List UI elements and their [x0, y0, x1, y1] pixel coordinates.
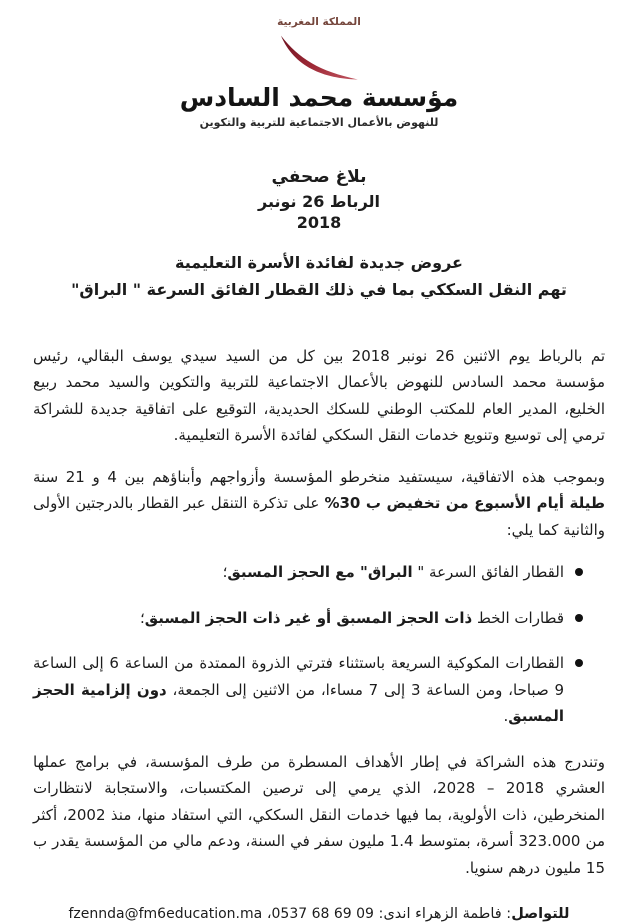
- list-item-line-trains: [33, 605, 583, 632]
- paragraph-discount-bold: طيلة أيام الأسبوع من تخفيض ب 30%: [324, 494, 605, 513]
- contact-separator: ،: [262, 906, 272, 922]
- bullet3-text: القطارات المكوكية السريعة باستثناء فترتي الذروة الممتدة من الساعة 6 إلى الساعة 9 صباحا، ومن الساعة 3 إلى 7 مساءا، من الاثنين إلى الجمعة،: [33, 654, 565, 699]
- letterhead: [33, 16, 605, 129]
- subject-line-1: عروض جديدة لفائدة الأسرة التعليمية: [175, 252, 463, 272]
- foundation-logo-swoosh-icon: [277, 34, 361, 82]
- bullet3-tail: .: [503, 707, 509, 726]
- list-item-shuttle-trains: [33, 650, 583, 730]
- paragraph-discount-tail: على تذكرة التنقل عبر القطار بالدرجتين الأولى والثانية كما يلي:: [33, 494, 605, 539]
- list-item-alboraq-train: [33, 559, 583, 586]
- contact-email: fzennda@fm6education.ma: [68, 906, 263, 922]
- bullet-icon: [575, 614, 583, 622]
- paragraph-signing-text: تم بالرباط يوم الاثنين 26 نونبر 2018 بين كل من السيد سيدي يوسف البقالي، رئيس مؤسسة محمد السادس للنهوض بالأعمال الاجتماعية للتربية والتكوين والسيد محمد ربيع الخليع، المدير العام للمكتب الوطني للسكك الحديدية، التوقيع على اتفاقية جديدة للشراكة ترمي إلى توسيع وتنويع خدمات النقل السككي لفائدة الأسرة التعليمية.: [33, 346, 606, 445]
- body-text: [33, 343, 605, 882]
- paragraph-partnership-text: وتندرج هذه الشراكة في إطار الأهداف المسطرة من طرف المؤسسة، في برامج عملها العشري 2018 – 2028، الذي يرمي إلى ترصين المكتسبات، والاستجابة لانتظارات المنخرطين، ذات الأولوية، بما فيها خدمات النقل السككي، التي استفاد منها، منذ 2002، أكثر من 323.000 أسرة، بمتوسط 1.4 مليون سفر في السنة، ودعم مالي من المؤسسة يقدر ب 15 مليون درهم سنويا.: [33, 752, 605, 877]
- paragraph-signing: [33, 343, 605, 449]
- bullet-icon: [575, 659, 583, 667]
- dateline-place: الرباط 26 نونبر: [257, 191, 381, 211]
- contact-line: [33, 906, 605, 922]
- masthead: [33, 167, 605, 232]
- subject-line-2: تهم النقل السككي بما في ذلك القطار الفائق السرعة " البراق": [71, 279, 567, 299]
- bullet3-bold: دون إلزامية الحجز المسبق: [33, 680, 564, 726]
- paragraph-partnership-context: [33, 749, 605, 882]
- bullet2-bold: ذات الحجز المسبق أو غير ذات الحجز المسبق: [144, 608, 473, 627]
- contact-phone: 0537 68 69 09: [271, 906, 374, 922]
- dateline-year: 2018: [296, 212, 342, 232]
- kingdom-title: المملكة المغربية: [277, 16, 361, 28]
- bullet1-tail: ؛: [222, 563, 228, 582]
- bullet2-text: قطارات الخط: [472, 608, 564, 627]
- bullet1-text: القطار الفائق السرعة ": [412, 563, 564, 582]
- foundation-subtitle: للنهوض بالأعمال الاجتماعية للتربية والتكوين: [199, 115, 439, 129]
- document-type-title: بلاغ صحفي: [271, 166, 367, 187]
- contact-name: : فاطمة الزهراء اندى:: [373, 906, 512, 922]
- subject-block: [33, 249, 605, 303]
- paragraph-discount-text: وبموجب هذه الاتفاقية، سيستفيد منخرطو المؤسسة وأزواجهم وأبناؤهم بين 4 و 21 سنة: [33, 467, 605, 486]
- bullet1-bold: البراق" مع الحجز المسبق: [227, 563, 413, 582]
- bullet-icon: [575, 568, 583, 576]
- contact-label: للتواصل: [511, 906, 570, 922]
- bullet2-tail: ؛: [139, 608, 145, 627]
- paragraph-discount: [33, 464, 605, 544]
- train-offer-list: [33, 559, 583, 730]
- foundation-name: مؤسسة محمد السادس: [179, 83, 459, 112]
